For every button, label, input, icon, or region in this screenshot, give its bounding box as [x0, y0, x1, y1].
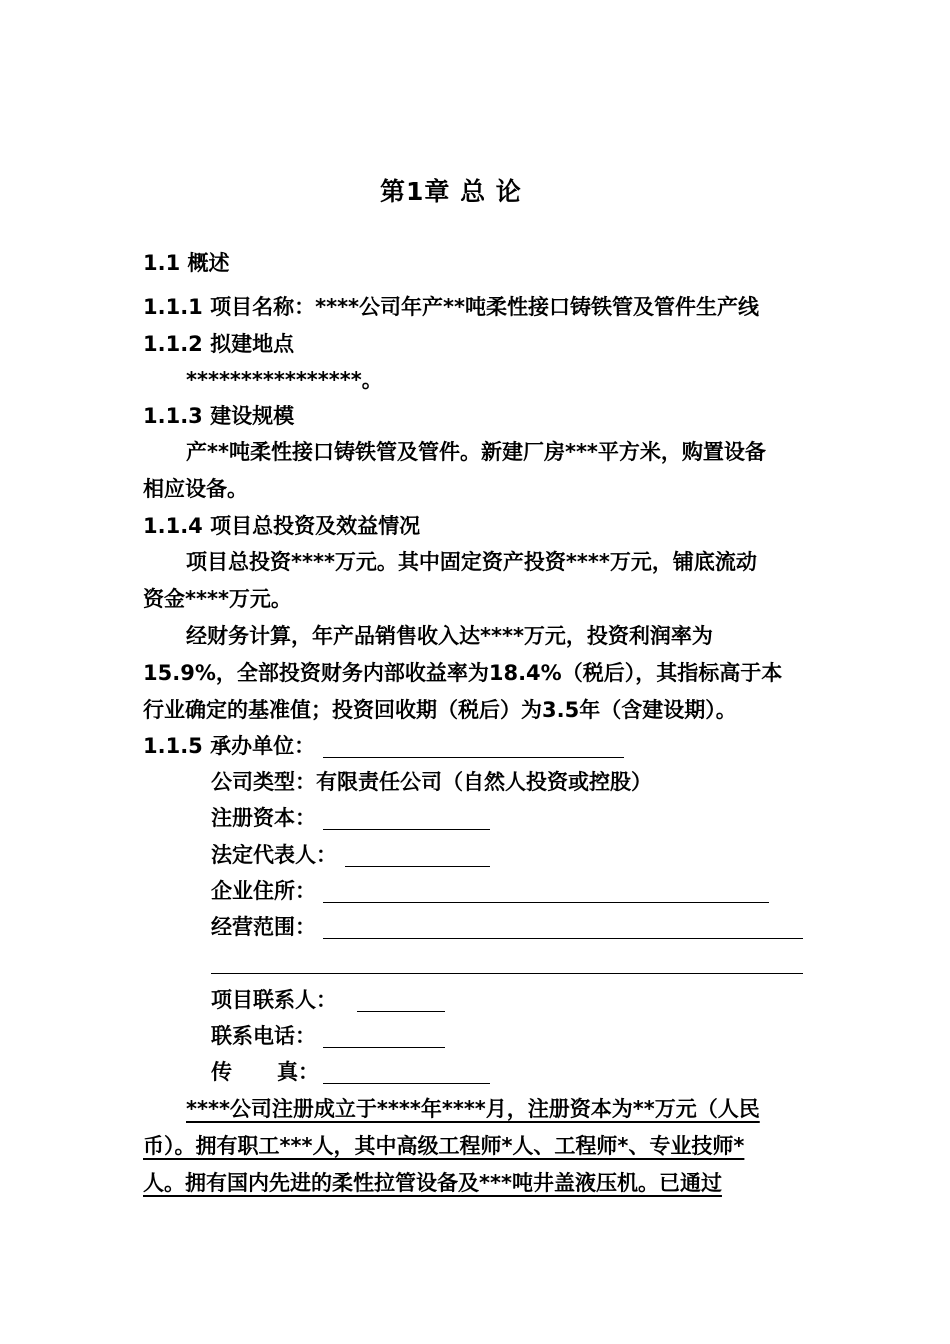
section-heading-1-1-4: 1.1.4 项目总投资及效益情况: [143, 514, 421, 538]
investment-text-line-1: 项目总投资****万元。其中固定资产投资****万元，铺底流动: [186, 550, 757, 574]
contact-person-label: 项目联系人：: [211, 988, 337, 1012]
address-label: 企业住所：: [211, 879, 316, 903]
investment-text-line-2: 资金****万元。: [143, 587, 292, 611]
legal-representative-label: 法定代表人：: [211, 843, 337, 867]
section-heading-1-1-2: 1.1.2 拟建地点: [143, 332, 295, 356]
fax-blank: [323, 1083, 490, 1084]
location-text: ****************。: [186, 368, 383, 392]
registered-capital-blank: [323, 829, 490, 830]
fax-label-part-2: 真：: [277, 1060, 319, 1084]
business-scope-label: 经营范围：: [211, 915, 316, 939]
fax-label-part-1: 传: [211, 1060, 232, 1084]
company-intro-line-1: ****公司注册成立于****年****月，注册资本为**万元（人民: [186, 1097, 760, 1121]
address-blank: [323, 902, 769, 903]
company-type: 公司类型：有限责任公司（自然人投资或控股）: [211, 770, 652, 794]
section-heading-1-1-3: 1.1.3 建设规模: [143, 404, 295, 428]
company-intro-line-3: 人。拥有国内先进的柔性拉管设备及***吨井盖液压机。已通过: [143, 1171, 722, 1195]
section-heading-1-1-5: 1.1.5 承办单位：: [143, 734, 316, 758]
scale-text-line-2: 相应设备。: [143, 477, 248, 501]
business-scope-blank-1: [323, 938, 803, 939]
finance-text-line-3: 行业确定的基准值；投资回收期（税后）为3.5年（含建设期）。: [143, 698, 737, 722]
company-intro-line-2: 币）。拥有职工***人，其中高级工程师*人、工程师*、专业技师*: [143, 1134, 745, 1158]
section-heading-1-1: 1.1 概述: [143, 251, 230, 275]
section-heading-1-1-1: 1.1.1 项目名称：****公司年产**吨柔性接口铸铁管及管件生产线: [143, 295, 759, 319]
scale-text-line-1: 产**吨柔性接口铸铁管及管件。新建厂房***平方米，购置设备: [186, 440, 766, 464]
finance-text-line-2: 15.9%，全部投资财务内部收益率为18.4%（税后），其指标高于本: [143, 661, 783, 685]
organizer-blank: [323, 757, 624, 758]
chapter-title: 第1章 总 论: [380, 177, 522, 206]
contact-phone-label: 联系电话：: [211, 1024, 316, 1048]
finance-text-line-1: 经财务计算，年产品销售收入达****万元，投资利润率为: [186, 624, 713, 648]
contact-person-blank: [357, 1011, 445, 1012]
business-scope-blank-2: [211, 973, 803, 974]
contact-phone-blank: [323, 1047, 445, 1048]
legal-representative-blank: [345, 866, 490, 867]
registered-capital-label: 注册资本：: [211, 806, 316, 830]
